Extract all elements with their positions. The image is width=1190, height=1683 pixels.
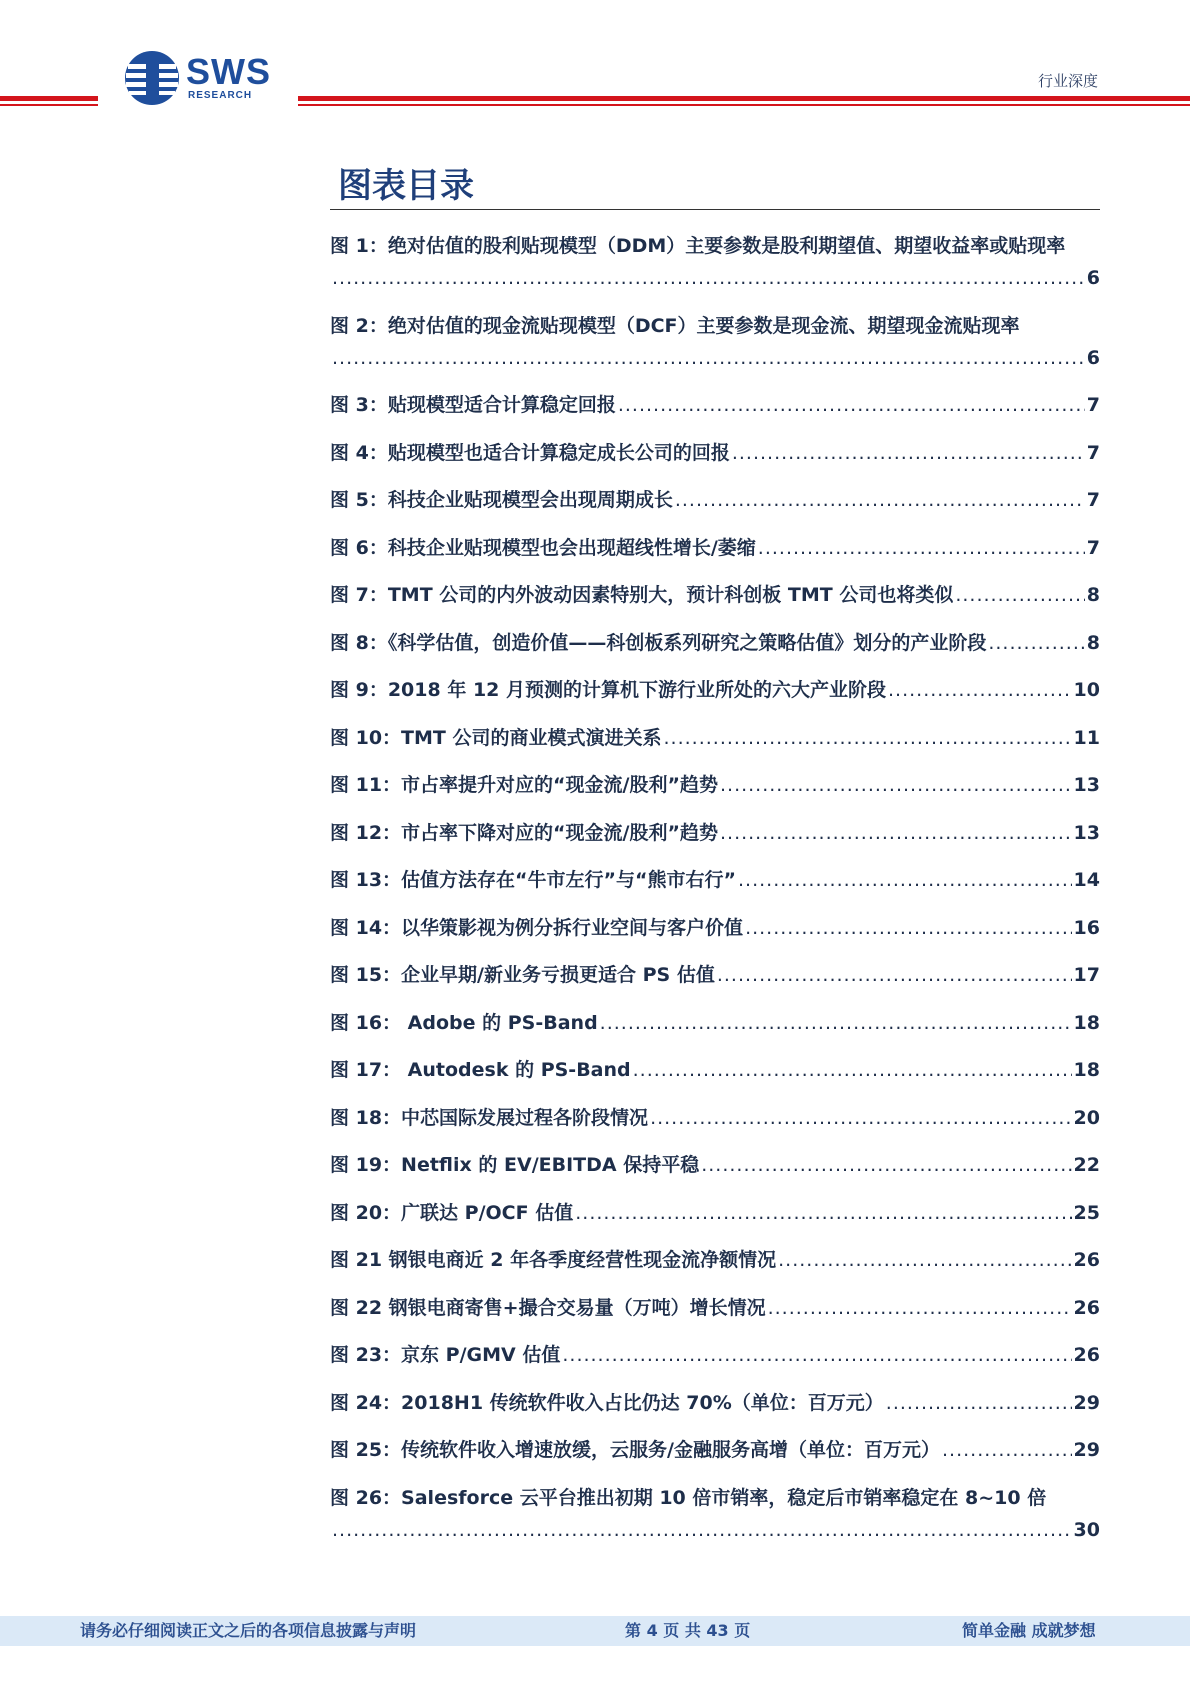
- toc-entry-page: 30: [1073, 1518, 1100, 1541]
- toc-entry-page: 18: [1073, 1059, 1100, 1081]
- toc-dot-leader: [675, 484, 1085, 516]
- toc-entry-label: 图 10：TMT 公司的商业模式演进关系: [330, 726, 662, 749]
- toc-entry-page: 8: [1086, 631, 1100, 654]
- toc-entry-page: 7: [1086, 489, 1100, 511]
- footer-slogan: 简单金融 成就梦想: [962, 1621, 1096, 1640]
- toc-dot-leader: [888, 674, 1072, 706]
- toc-dot-leader: [988, 627, 1084, 659]
- toc-dot-leader: [745, 912, 1071, 944]
- toc-entry[interactable]: [330, 230, 1100, 294]
- toc-entry[interactable]: [330, 1434, 1100, 1466]
- toc-entry[interactable]: [330, 484, 1100, 516]
- toc-entry[interactable]: [330, 1292, 1100, 1324]
- header-rule-right-thick: [298, 96, 1190, 101]
- toc-entry-page: 6: [1086, 346, 1100, 369]
- toc-entry[interactable]: [330, 722, 1100, 754]
- logo-text: SWS: [186, 51, 272, 92]
- toc-entry[interactable]: [330, 674, 1100, 706]
- toc-entry[interactable]: [330, 769, 1100, 801]
- title-divider: [330, 209, 1100, 210]
- toc-entry-label: 图 22 钢银电商寄售+撮合交易量（万吨）增长情况: [330, 1296, 766, 1319]
- toc-entry-label: 图 13：估值方法存在“牛市左行”与“熊市右行”: [330, 869, 737, 891]
- toc-dot-leader: [778, 1244, 1071, 1276]
- toc-entry-page: 11: [1073, 726, 1100, 749]
- toc-entry-label: 图 16： Adobe 的 PS-Band: [330, 1011, 598, 1034]
- toc-entry[interactable]: [330, 912, 1100, 944]
- toc-dot-leader: [720, 769, 1072, 801]
- toc-entry-page: 16: [1073, 916, 1100, 939]
- page-title: 图表目录: [338, 166, 474, 206]
- sws-logo: [124, 50, 284, 110]
- toc-entry-label: 图 17： Autodesk 的 PS-Band: [330, 1059, 631, 1081]
- toc-entry-page: 26: [1073, 1249, 1100, 1271]
- toc-entry-label: 图 20：广联达 P/OCF 估值: [330, 1201, 574, 1224]
- toc-dot-leader: [942, 1434, 1072, 1466]
- toc-dot-leader: [701, 1149, 1071, 1181]
- toc-dot-leader: [650, 1102, 1071, 1134]
- toc-entry-page: 10: [1073, 679, 1100, 701]
- header-rule-left-thick: [0, 96, 98, 101]
- toc-entry-label: 图 11：市占率提升对应的“现金流/股利”趋势: [330, 774, 718, 796]
- footer-page-info: 第 4 页 共 43 页: [625, 1621, 751, 1640]
- toc-entry[interactable]: [330, 1102, 1100, 1134]
- toc-dot-leader: [618, 389, 1085, 421]
- toc-entry-label: 图 6：科技企业贴现模型也会出现超线性增长/萎缩: [330, 536, 756, 559]
- toc-entry-label: 图 3：贴现模型适合计算稳定回报: [330, 394, 616, 416]
- toc-entry[interactable]: [330, 437, 1100, 469]
- document-type-label: 行业深度: [1037, 72, 1098, 90]
- toc-entry[interactable]: [330, 1482, 1100, 1546]
- toc-dot-leader: [717, 959, 1072, 991]
- toc-entry-label: 图 23：京东 P/GMV 估值: [330, 1344, 561, 1366]
- toc-dot-leader: [664, 722, 1072, 754]
- toc-dot-leader: [738, 864, 1072, 896]
- toc-dot-leader: [332, 1514, 1072, 1546]
- toc-entry-page: 26: [1073, 1296, 1100, 1319]
- toc-entry-page: 26: [1073, 1344, 1100, 1366]
- toc-entry-label: 图 5：科技企业贴现模型会出现周期成长: [330, 489, 673, 511]
- toc-entry[interactable]: [330, 1387, 1100, 1419]
- toc-dot-leader: [886, 1387, 1072, 1419]
- toc-dot-leader: [575, 1197, 1071, 1229]
- toc-entry-page: 13: [1073, 821, 1100, 844]
- toc-dot-leader: [732, 437, 1085, 469]
- toc-entry[interactable]: [330, 817, 1100, 849]
- toc-dot-leader: [720, 817, 1072, 849]
- sws-globe-icon: [124, 50, 180, 106]
- toc-entry-label: 图 26：Salesforce 云平台推出初期 10 倍市销率，稳定后市销率稳定在 8~10 倍: [330, 1486, 1047, 1509]
- toc-dot-leader: [955, 579, 1084, 611]
- toc-entry-label: 图 2：绝对估值的现金流贴现模型（DCF）主要参数是现金流、期望现金流贴现率: [330, 314, 1020, 337]
- toc-entry-label: 图 14：以华策影视为例分拆行业空间与客户价值: [330, 916, 744, 939]
- toc-entry-label: 图 12：市占率下降对应的“现金流/股利”趋势: [330, 821, 718, 844]
- toc-entry-label: 图 15：企业早期/新业务亏损更适合 PS 估值: [330, 964, 715, 986]
- toc-entry-page: 22: [1073, 1154, 1100, 1176]
- toc-entry-page: 29: [1073, 1391, 1100, 1414]
- toc-entry-page: 8: [1086, 584, 1100, 606]
- toc-dot-leader: [758, 532, 1085, 564]
- toc-entry[interactable]: [330, 1149, 1100, 1181]
- toc-dot-leader: [332, 342, 1085, 374]
- figure-toc-list: [330, 230, 1100, 1561]
- toc-entry[interactable]: [330, 1197, 1100, 1229]
- toc-entry[interactable]: [330, 532, 1100, 564]
- toc-entry-page: 29: [1073, 1439, 1100, 1461]
- toc-entry[interactable]: [330, 1244, 1100, 1276]
- toc-entry-label: 图 25：传统软件收入增速放缓，云服务/金融服务高增（单位：百万元）: [330, 1439, 940, 1461]
- toc-entry-page: 25: [1073, 1201, 1100, 1224]
- toc-entry[interactable]: [330, 389, 1100, 421]
- toc-dot-leader: [633, 1054, 1072, 1086]
- toc-entry[interactable]: [330, 627, 1100, 659]
- toc-entry-page: 6: [1086, 267, 1100, 289]
- toc-entry[interactable]: [330, 310, 1100, 374]
- toc-entry-page: 7: [1086, 394, 1100, 416]
- toc-entry-page: 13: [1073, 774, 1100, 796]
- toc-dot-leader: [562, 1339, 1071, 1371]
- toc-dot-leader: [332, 262, 1085, 294]
- toc-entry-label: 图 4：贴现模型也适合计算稳定成长公司的回报: [330, 441, 730, 464]
- logo-subtext: RESEARCH: [188, 90, 253, 101]
- toc-entry-label: 图 24：2018H1 传统软件收入占比仍达 70%（单位：百万元）: [330, 1391, 884, 1414]
- header-rule-left-thin: [0, 104, 98, 106]
- toc-entry-label: 图 9：2018 年 12 月预测的计算机下游行业所处的六大产业阶段: [330, 679, 887, 701]
- toc-dot-leader: [600, 1007, 1072, 1039]
- toc-entry-label: 图 19：Netflix 的 EV/EBITDA 保持平稳: [330, 1154, 700, 1176]
- toc-entry-page: 14: [1073, 869, 1100, 891]
- toc-entry-page: 20: [1073, 1106, 1100, 1129]
- toc-entry[interactable]: [330, 959, 1100, 991]
- toc-entry[interactable]: [330, 1007, 1100, 1039]
- toc-dot-leader: [768, 1292, 1072, 1324]
- toc-entry-label: 图 1：绝对估值的股利贴现模型（DDM）主要参数是股利期望值、期望收益率或贴现率: [330, 235, 1066, 257]
- toc-entry[interactable]: [330, 864, 1100, 896]
- toc-entry[interactable]: [330, 579, 1100, 611]
- toc-entry-page: 18: [1073, 1011, 1100, 1034]
- toc-entry-label: 图 21 钢银电商近 2 年各季度经营性现金流净额情况: [330, 1249, 777, 1271]
- footer-disclaimer[interactable]: 请务必仔细阅读正文之后的各项信息披露与声明: [80, 1621, 417, 1640]
- toc-entry-page: 17: [1073, 964, 1100, 986]
- toc-entry-page: 7: [1086, 536, 1100, 559]
- toc-entry-label: 图 8：《科学估值，创造价值——科创板系列研究之策略估值》划分的产业阶段: [330, 631, 987, 654]
- toc-entry-page: 7: [1086, 441, 1100, 464]
- toc-entry[interactable]: [330, 1054, 1100, 1086]
- toc-entry-label: 图 7：TMT 公司的内外波动因素特别大，预计科创板 TMT 公司也将类似: [330, 584, 954, 606]
- header-rule-right-thin: [298, 104, 1190, 106]
- toc-entry[interactable]: [330, 1339, 1100, 1371]
- toc-entry-label: 图 18：中芯国际发展过程各阶段情况: [330, 1106, 649, 1129]
